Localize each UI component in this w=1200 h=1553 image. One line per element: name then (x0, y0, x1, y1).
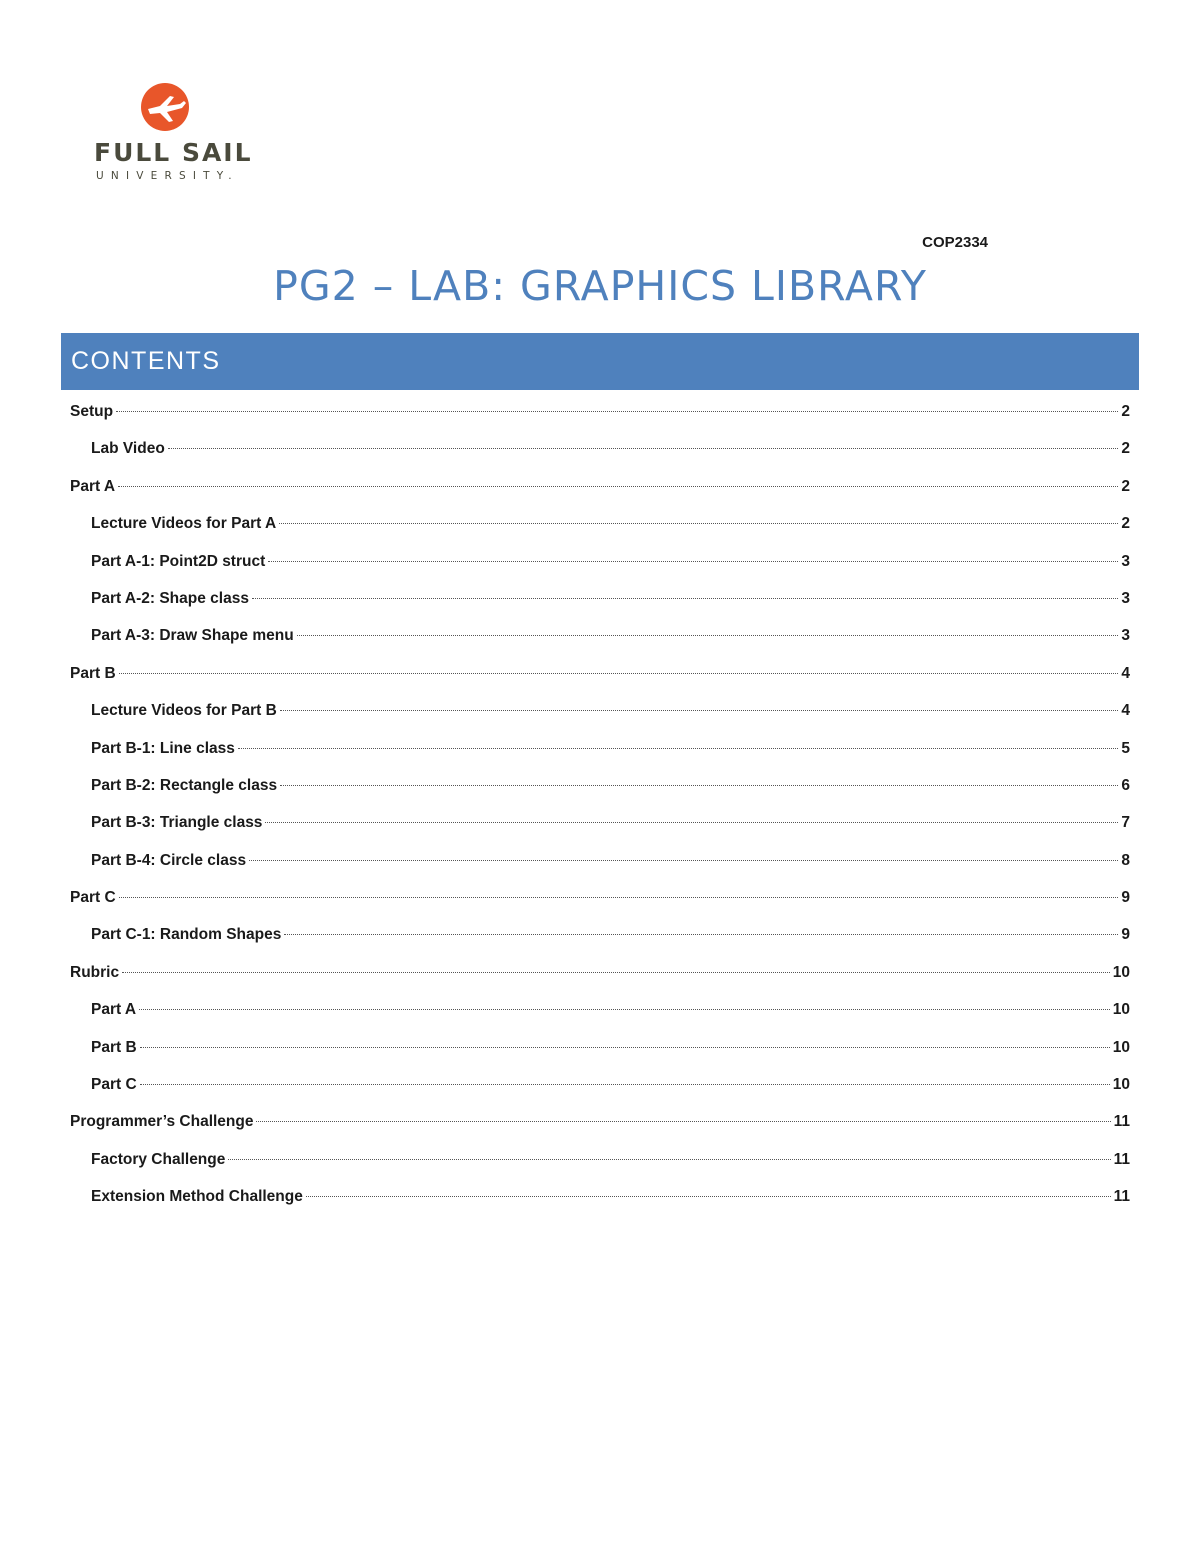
toc-entry-page-number: 7 (1121, 814, 1130, 832)
document-title: PG2 – LAB: GRAPHICS LIBRARY (273, 262, 927, 310)
toc-entry-page-number: 4 (1121, 664, 1130, 682)
toc-entry-page-number: 5 (1121, 739, 1130, 757)
toc-entry-page-number: 11 (1113, 1150, 1130, 1168)
toc-entry-page-number: 9 (1121, 926, 1130, 944)
toc-entry[interactable] (70, 885, 1130, 922)
toc-entry-label: Part B-4: Circle class (91, 851, 247, 869)
toc-entry[interactable] (70, 736, 1130, 773)
contents-heading: CONTENTS (71, 347, 221, 375)
toc-dot-leader (279, 523, 1118, 524)
toc-dot-leader (140, 1084, 1110, 1085)
toc-dot-leader (252, 598, 1118, 599)
toc-entry[interactable] (70, 1072, 1130, 1109)
toc-dot-leader (284, 934, 1118, 935)
airplane-in-circle-icon (140, 82, 190, 132)
toc-entry-label: Setup (70, 403, 114, 420)
toc-entry-label: Part C-1: Random Shapes (91, 926, 282, 944)
toc-entry-label: Part A-3: Draw Shape menu (91, 627, 294, 645)
toc-dot-leader (168, 448, 1119, 449)
toc-entry-page-number: 10 (1112, 1038, 1130, 1056)
toc-entry-label: Lecture Videos for Part B (91, 702, 277, 720)
toc-entry[interactable] (70, 1109, 1130, 1146)
contents-header-bar (61, 333, 1139, 390)
toc-entry[interactable] (70, 773, 1130, 810)
toc-entry[interactable] (70, 698, 1130, 735)
toc-dot-leader (306, 1196, 1111, 1197)
toc-entry[interactable] (70, 997, 1130, 1034)
toc-entry-label: Part B-1: Line class (91, 739, 235, 757)
toc-dot-leader (280, 710, 1119, 711)
toc-dot-leader (249, 860, 1118, 861)
toc-entry-label: Rubric (70, 963, 120, 981)
university-logo (92, 78, 253, 182)
toc-entry-page-number: 8 (1121, 851, 1130, 869)
toc-entry-label: Part C (70, 889, 116, 907)
toc-dot-leader (256, 1121, 1110, 1122)
logo-wordmark: FULL SAIL (94, 138, 253, 167)
toc-entry[interactable] (70, 1035, 1130, 1072)
toc-dot-leader (119, 673, 1119, 674)
toc-dot-leader (265, 822, 1118, 823)
toc-entry-page-number: 3 (1121, 589, 1130, 607)
toc-dot-leader (238, 748, 1119, 749)
logo-subtitle: UNIVERSITY. (96, 170, 239, 182)
toc-entry[interactable] (70, 848, 1130, 885)
toc-dot-leader (268, 561, 1118, 562)
toc-dot-leader (228, 1159, 1110, 1160)
toc-entry-label: Factory Challenge (91, 1150, 226, 1168)
toc-entry[interactable] (70, 474, 1130, 511)
toc-entry-page-number: 3 (1121, 627, 1130, 645)
toc-dot-leader (297, 635, 1119, 636)
toc-entry-label: Extension Method Challenge (91, 1188, 303, 1206)
toc-entry-page-number: 2 (1121, 477, 1130, 495)
toc-entry-label: Part C (91, 1076, 137, 1094)
toc-entry-label: Part B (70, 664, 116, 682)
toc-entry-label: Lecture Videos for Part A (91, 515, 277, 533)
toc-entry[interactable] (70, 1184, 1130, 1221)
toc-entry[interactable] (70, 549, 1130, 586)
toc-dot-leader (140, 1047, 1110, 1048)
toc-dot-leader (119, 897, 1119, 898)
toc-entry-page-number: 11 (1113, 1113, 1130, 1131)
toc-entry[interactable] (70, 511, 1130, 548)
toc-entry-label: Part B (91, 1038, 137, 1056)
table-of-contents (70, 399, 1130, 1222)
toc-entry-label: Part A-1: Point2D struct (91, 552, 266, 570)
toc-entry-page-number: 9 (1121, 889, 1130, 907)
toc-entry[interactable] (70, 399, 1130, 436)
toc-entry-label: Programmer’s Challenge (70, 1113, 254, 1131)
toc-entry[interactable] (70, 1147, 1130, 1184)
toc-entry-label: Part A-2: Shape class (91, 589, 249, 607)
toc-entry-page-number: 2 (1121, 440, 1130, 458)
toc-entry-page-number: 10 (1112, 1001, 1130, 1019)
toc-dot-leader (116, 411, 1118, 412)
toc-entry[interactable] (70, 960, 1130, 997)
toc-entry-page-number: 10 (1112, 1076, 1130, 1094)
toc-entry-page-number: 2 (1121, 403, 1130, 420)
toc-entry-label: Part B-2: Rectangle class (91, 776, 278, 794)
toc-dot-leader (122, 972, 1110, 973)
toc-entry[interactable] (70, 436, 1130, 473)
course-code: COP2334 (922, 234, 988, 251)
toc-dot-leader (118, 486, 1118, 487)
toc-entry-page-number: 2 (1121, 515, 1130, 533)
toc-entry-label: Part A (91, 1001, 137, 1019)
toc-entry[interactable] (70, 922, 1130, 959)
toc-entry-label: Lab Video (91, 440, 165, 458)
toc-entry-label: Part A (70, 477, 116, 495)
toc-entry-page-number: 11 (1113, 1188, 1130, 1206)
toc-entry-page-number: 3 (1121, 552, 1130, 570)
toc-entry[interactable] (70, 623, 1130, 660)
toc-entry-page-number: 10 (1112, 963, 1130, 981)
toc-entry[interactable] (70, 586, 1130, 623)
toc-entry[interactable] (70, 661, 1130, 698)
toc-entry-page-number: 6 (1121, 776, 1130, 794)
toc-entry-page-number: 4 (1121, 702, 1130, 720)
toc-dot-leader (280, 785, 1118, 786)
toc-dot-leader (139, 1009, 1110, 1010)
toc-entry[interactable] (70, 810, 1130, 847)
toc-entry-label: Part B-3: Triangle class (91, 814, 263, 832)
